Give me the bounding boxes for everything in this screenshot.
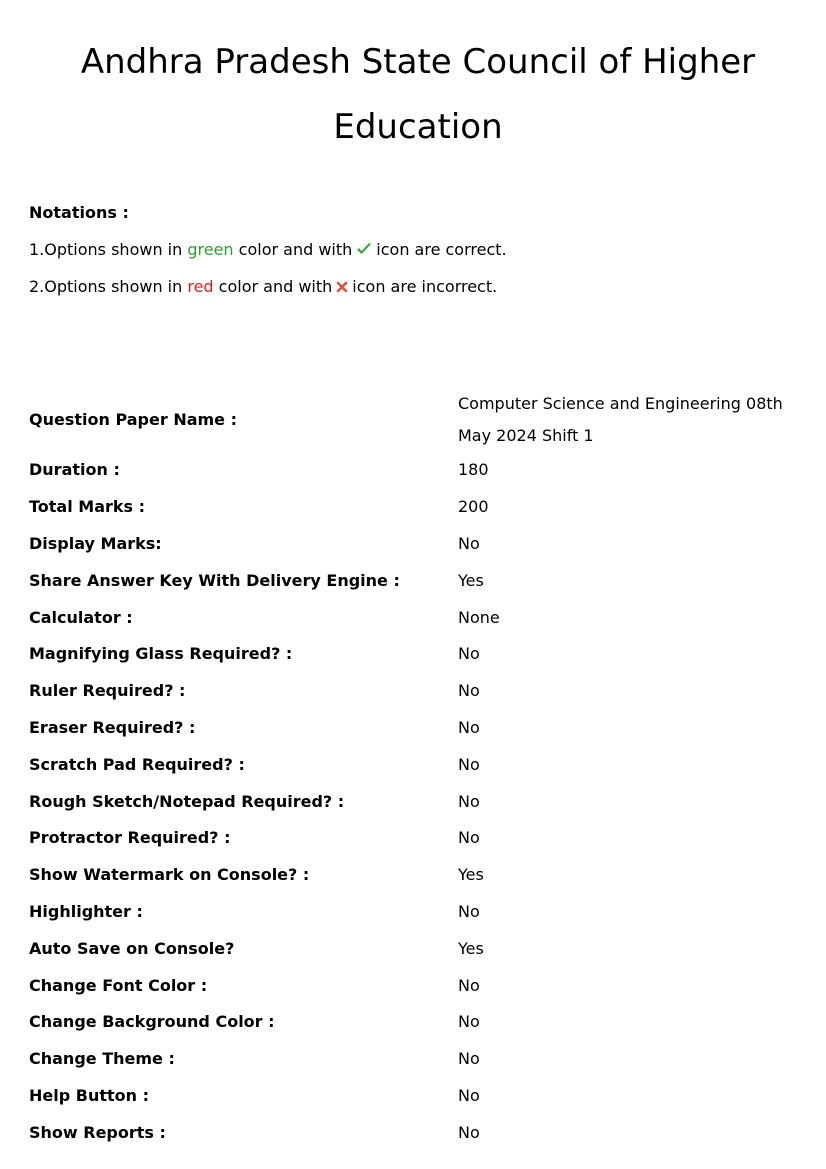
detail-label: Magnifying Glass Required? : bbox=[29, 644, 293, 664]
detail-value: No bbox=[458, 901, 480, 921]
detail-value: No bbox=[458, 533, 480, 553]
detail-row bbox=[29, 820, 799, 857]
notation-incorrect bbox=[29, 274, 507, 311]
red-word: red bbox=[187, 277, 214, 296]
detail-label: Question Paper Name : bbox=[29, 410, 237, 429]
detail-value: No bbox=[458, 1012, 480, 1032]
detail-label: Change Background Color : bbox=[29, 1012, 275, 1032]
notations-section bbox=[29, 200, 507, 311]
detail-label: Rough Sketch/Notepad Required? : bbox=[29, 791, 345, 811]
green-word: green bbox=[187, 240, 234, 259]
detail-row bbox=[29, 1078, 799, 1115]
detail-label: Share Answer Key With Delivery Engine : bbox=[29, 570, 400, 590]
detail-row bbox=[29, 636, 799, 673]
detail-value: 180 bbox=[458, 460, 489, 480]
cross-icon bbox=[336, 275, 348, 301]
detail-row bbox=[29, 526, 799, 563]
notation-correct-middle: color and with bbox=[238, 240, 353, 259]
detail-value: 200 bbox=[458, 497, 489, 517]
notation-correct bbox=[29, 237, 507, 274]
detail-label: Highlighter : bbox=[29, 901, 143, 921]
detail-label: Change Theme : bbox=[29, 1049, 175, 1069]
detail-row bbox=[29, 489, 799, 526]
detail-label: Eraser Required? : bbox=[29, 717, 196, 737]
detail-row bbox=[29, 967, 799, 1004]
detail-label: Display Marks: bbox=[29, 533, 162, 553]
detail-row bbox=[29, 746, 799, 783]
detail-value: No bbox=[458, 754, 480, 774]
detail-row bbox=[29, 894, 799, 931]
notation-incorrect-suffix: icon are incorrect. bbox=[352, 277, 498, 296]
detail-label: Total Marks : bbox=[29, 497, 146, 517]
detail-row bbox=[29, 599, 799, 636]
notations-heading: Notations : bbox=[29, 203, 129, 222]
detail-row bbox=[29, 452, 799, 489]
notation-correct-prefix: 1.Options shown in bbox=[29, 240, 183, 259]
detail-row bbox=[29, 783, 799, 820]
detail-label: Help Button : bbox=[29, 1085, 149, 1105]
detail-label: Show Watermark on Console? : bbox=[29, 865, 310, 885]
detail-label: Calculator : bbox=[29, 607, 133, 627]
detail-value: Yes bbox=[458, 938, 484, 958]
detail-label: Ruler Required? : bbox=[29, 681, 186, 701]
detail-label: Show Reports : bbox=[29, 1122, 166, 1142]
page-title: Andhra Pradesh State Council of Higher Education bbox=[80, 42, 756, 147]
detail-label: Duration : bbox=[29, 460, 120, 480]
notation-incorrect-middle: color and with bbox=[218, 277, 333, 296]
detail-row bbox=[29, 1004, 799, 1041]
detail-value: Yes bbox=[458, 865, 484, 885]
detail-value: No bbox=[458, 1122, 480, 1142]
detail-value: Yes bbox=[458, 570, 484, 590]
detail-row bbox=[29, 388, 799, 452]
detail-row bbox=[29, 1114, 799, 1151]
detail-value: No bbox=[458, 975, 480, 995]
detail-value: No bbox=[458, 1049, 480, 1069]
detail-label: Protractor Required? : bbox=[29, 828, 231, 848]
detail-row bbox=[29, 857, 799, 894]
paper-details-table bbox=[29, 388, 799, 1151]
detail-row bbox=[29, 1041, 799, 1078]
detail-value: No bbox=[458, 681, 480, 701]
detail-value: No bbox=[458, 717, 480, 737]
detail-value: None bbox=[458, 607, 500, 627]
detail-row bbox=[29, 562, 799, 599]
detail-label: Change Font Color : bbox=[29, 975, 208, 995]
detail-row bbox=[29, 710, 799, 747]
detail-row bbox=[29, 930, 799, 967]
detail-label: Auto Save on Console? bbox=[29, 938, 235, 958]
detail-label: Scratch Pad Required? : bbox=[29, 754, 245, 774]
detail-row bbox=[29, 673, 799, 710]
notation-correct-suffix: icon are correct. bbox=[376, 240, 507, 259]
detail-value: No bbox=[458, 791, 480, 811]
detail-value: Computer Science and Engineering 08th May 2024 Shift 1 bbox=[458, 394, 783, 445]
detail-value: No bbox=[458, 644, 480, 664]
detail-value: No bbox=[458, 828, 480, 848]
notation-incorrect-prefix: 2.Options shown in bbox=[29, 277, 183, 296]
checkmark-icon bbox=[356, 238, 372, 264]
detail-value: No bbox=[458, 1085, 480, 1105]
